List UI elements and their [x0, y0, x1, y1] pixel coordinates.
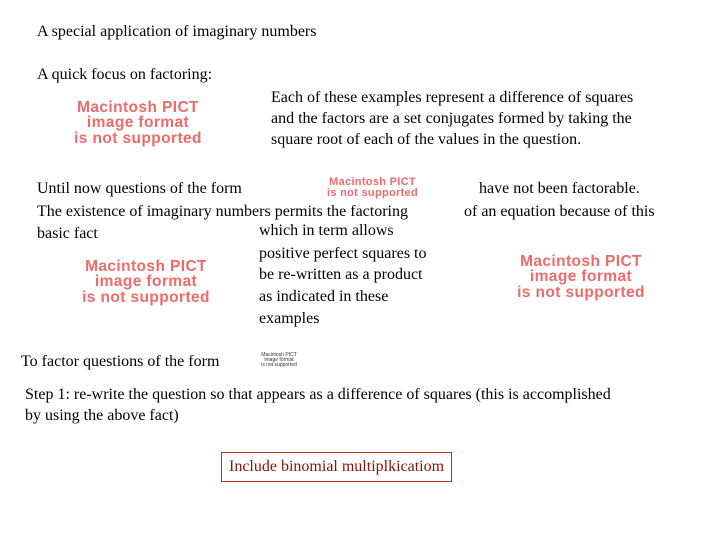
- pict-placeholder-image-2: [280, 176, 465, 199]
- placeholder-line: image format: [94, 273, 198, 291]
- placeholder-line: image format: [529, 268, 633, 286]
- placeholder-line: Macintosh PICT: [329, 176, 416, 188]
- placeholder-line: Macintosh PICT: [261, 351, 297, 358]
- not-factorable-text: have not been factorable.: [479, 180, 640, 197]
- placeholder-line: is not supported: [74, 129, 202, 147]
- binomial-multiplication-box: Include binomial multiplkicatiom: [221, 452, 452, 482]
- placeholder-line: image format: [86, 114, 190, 132]
- placeholder-line: is not supported: [261, 361, 297, 368]
- placeholder-line: is not supported: [82, 288, 210, 306]
- existence-text-continued: of an equation because of this: [464, 203, 655, 220]
- placeholder-line: is not supported: [327, 187, 418, 199]
- fact-paragraph-line: positive perfect squares to: [259, 245, 427, 262]
- fact-paragraph-line: examples: [259, 310, 320, 327]
- placeholder-line: image format: [264, 356, 294, 363]
- section-heading: A quick focus on factoring:: [37, 66, 213, 83]
- fact-paragraph-line: be re-written as a product: [259, 266, 423, 283]
- existence-text: The existence of imaginary numbers permits the factoring: [37, 203, 408, 220]
- until-now-text: Until now questions of the form: [37, 180, 242, 197]
- step-1-line: Step 1: re-write the question so that appears as a difference of squares (this is accomplished: [25, 386, 611, 403]
- pict-placeholder-image-3: [48, 256, 244, 308]
- placeholder-line: Macintosh PICT: [520, 252, 642, 270]
- factoring-paragraph-line: Each of these examples represent a difference of squares: [271, 89, 634, 106]
- placeholder-line: Macintosh PICT: [77, 98, 199, 116]
- factoring-paragraph-line: and the factors are a set conjugates formed by taking the: [271, 110, 632, 127]
- placeholder-line: Macintosh PICT: [85, 257, 207, 275]
- step-1-line: by using the above fact): [25, 407, 179, 424]
- factoring-paragraph-line: square root of each of the values in the question.: [271, 131, 582, 148]
- page-title: A special application of imaginary numbers: [37, 23, 317, 40]
- pict-placeholder-image-5: [251, 351, 307, 369]
- basic-fact-text: basic fact: [37, 225, 98, 242]
- placeholder-line: is not supported: [517, 283, 645, 301]
- pict-placeholder-image-4: [478, 252, 684, 302]
- fact-paragraph-line: which in term allows: [259, 222, 394, 239]
- to-factor-text: To factor questions of the form: [21, 353, 220, 370]
- fact-paragraph-line: as indicated in these: [259, 288, 389, 305]
- pict-placeholder-image-1: [36, 98, 240, 147]
